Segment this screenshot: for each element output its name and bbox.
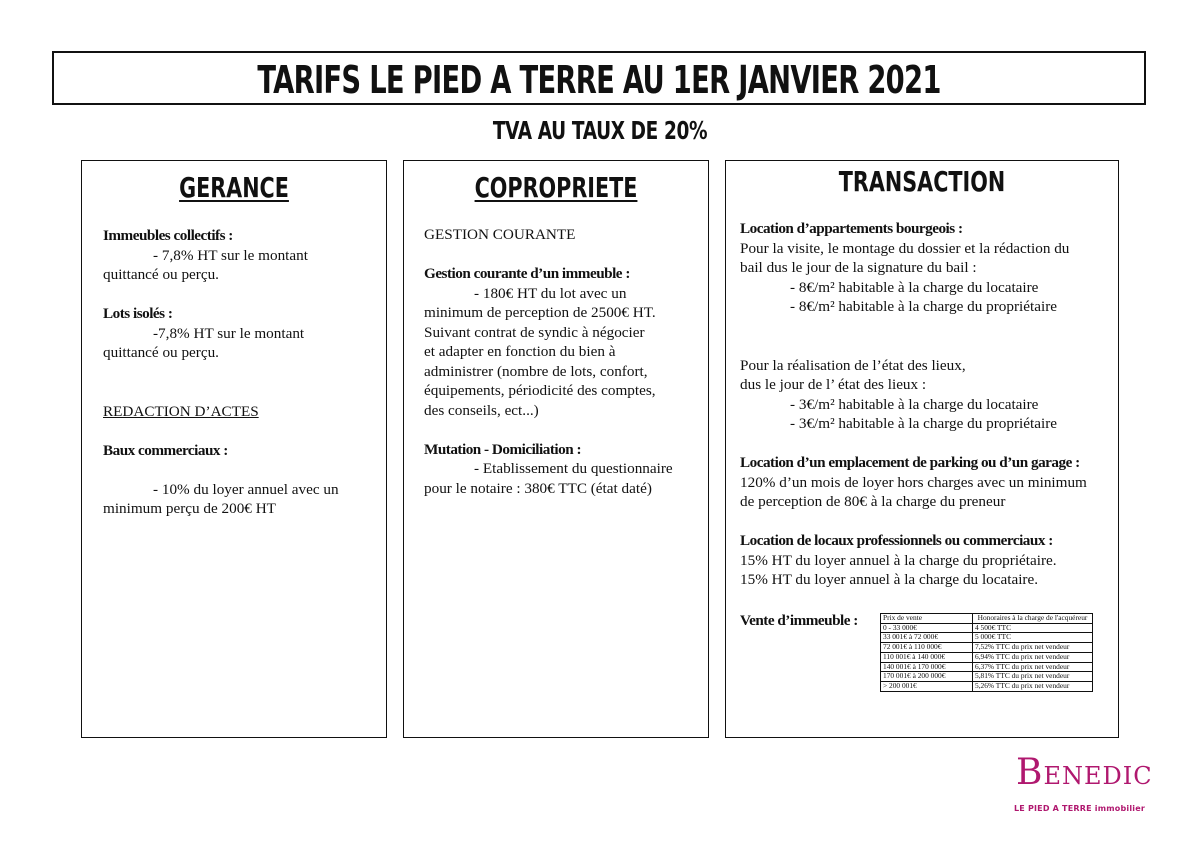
table-cell-fee: 5 000€ TTC bbox=[973, 633, 1093, 643]
immeuble-line: - 180€ HT du lot avec un bbox=[474, 284, 627, 302]
gerance-body bbox=[103, 226, 374, 519]
transaction-title: TRANSACTION bbox=[838, 165, 1006, 198]
copropriete-title: COPROPRIETE bbox=[474, 171, 638, 204]
actes-heading: REDACTION D’ACTES bbox=[103, 402, 259, 420]
table-row bbox=[881, 643, 1093, 653]
table-header-price: Prix de vente bbox=[881, 614, 973, 624]
parking-line: de perception de 80€ à la charge du preneur bbox=[740, 493, 1006, 510]
gestion-heading: GESTION COURANTE bbox=[424, 226, 576, 243]
copropriete-body bbox=[424, 225, 696, 498]
immeuble-line: Suivant contrat de syndic à négocier bbox=[424, 323, 645, 341]
table-cell-fee: 5,81% TTC du prix net vendeur bbox=[973, 672, 1093, 682]
table-cell-price: 33 001€ à 72 000€ bbox=[881, 633, 973, 643]
table-cell-price: 110 001€ à 140 000€ bbox=[881, 652, 973, 662]
locaux-label: Location de locaux professionnels ou commerciaux : bbox=[740, 532, 1053, 549]
logo-wordmark: BENEDIC bbox=[1016, 752, 1153, 793]
logo-tagline: LE PIED A TERRE immobilier bbox=[1014, 804, 1145, 813]
table-header-row bbox=[881, 614, 1093, 624]
table-cell-price: 170 001€ à 200 000€ bbox=[881, 672, 973, 682]
immeuble-line: des conseils, ect...) bbox=[424, 401, 539, 419]
isoles-label: Lots isolés : bbox=[103, 305, 173, 322]
appart-item: - 8€/m² habitable à la charge du propriétaire bbox=[790, 298, 1057, 315]
table-cell-fee: 7,52% TTC du prix net vendeur bbox=[973, 643, 1093, 653]
baux-line: - 10% du loyer annuel avec un bbox=[153, 480, 339, 498]
vente-fee-table bbox=[880, 613, 1093, 692]
transaction-panel bbox=[725, 160, 1119, 738]
transaction-body bbox=[740, 219, 1108, 590]
title-box bbox=[52, 51, 1146, 105]
isoles-line: quittancé ou perçu. bbox=[103, 344, 219, 361]
appart-line: Pour la visite, le montage du dossier et la rédaction du bbox=[740, 239, 1070, 257]
mutation-label: Mutation - Domiciliation : bbox=[424, 440, 581, 458]
immeuble-label: Gestion courante d’un immeuble : bbox=[424, 265, 630, 282]
vente-label: Vente d’immeuble : bbox=[740, 612, 858, 629]
table-cell-fee: 6,94% TTC du prix net vendeur bbox=[973, 652, 1093, 662]
immeuble-line: et adapter en fonction du bien à bbox=[424, 343, 616, 360]
table-header-fees: Honoraires à la charge de l'acquéreur bbox=[973, 614, 1093, 624]
table-cell-price: 140 001€ à 170 000€ bbox=[881, 662, 973, 672]
edl-item: - 3€/m² habitable à la charge du locataire bbox=[790, 395, 1039, 413]
gerance-title: GERANCE bbox=[179, 171, 289, 204]
edl-item: - 3€/m² habitable à la charge du propriétaire bbox=[790, 415, 1057, 432]
benedic-logo bbox=[1000, 752, 1153, 822]
table-row bbox=[881, 652, 1093, 662]
collectifs-line: - 7,8% HT sur le montant bbox=[153, 246, 308, 264]
collectifs-line: quittancé ou perçu. bbox=[103, 266, 219, 283]
isoles-line: -7,8% HT sur le montant bbox=[153, 324, 305, 342]
mutation-line: pour le notaire : 380€ TTC (état daté) bbox=[424, 479, 652, 497]
parking-line: 120% d’un mois de loyer hors charges avec un minimum bbox=[740, 473, 1087, 491]
mutation-line: - Etablissement du questionnaire bbox=[474, 460, 673, 477]
parking-label: Location d’un emplacement de parking ou d’un garage : bbox=[740, 454, 1080, 471]
immeuble-line: administrer (nombre de lots, confort, bbox=[424, 362, 648, 380]
table-cell-fee: 5,26% TTC du prix net vendeur bbox=[973, 681, 1093, 691]
baux-label: Baux commerciaux : bbox=[103, 441, 228, 459]
page-title: TARIFS LE PIED A TERRE AU 1ER JANVIER 2021 bbox=[257, 58, 941, 102]
edl-line: Pour la réalisation de l’état des lieux, bbox=[740, 356, 966, 374]
table-cell-fee: 4 500€ TTC bbox=[973, 623, 1093, 633]
table-cell-fee: 6,37% TTC du prix net vendeur bbox=[973, 662, 1093, 672]
page-subtitle: TVA AU TAUX DE 20% bbox=[492, 116, 708, 145]
edl-line: dus le jour de l’ état des lieux : bbox=[740, 376, 927, 393]
gerance-panel bbox=[81, 160, 387, 738]
appart-item: - 8€/m² habitable à la charge du locataire bbox=[790, 278, 1039, 296]
immeuble-line: minimum de perception de 2500€ HT. bbox=[424, 304, 656, 321]
table-cell-price: > 200 001€ bbox=[881, 681, 973, 691]
appart-label: Location d’appartements bourgeois : bbox=[740, 220, 963, 237]
table-cell-price: 72 001€ à 110 000€ bbox=[881, 643, 973, 653]
immeuble-line: équipements, périodicité des comptes, bbox=[424, 382, 656, 399]
collectifs-label: Immeubles collectifs : bbox=[103, 227, 233, 244]
baux-line: minimum perçu de 200€ HT bbox=[103, 500, 276, 517]
copropriete-panel bbox=[403, 160, 709, 738]
table-cell-price: 0 - 33 000€ bbox=[881, 623, 973, 633]
table-row bbox=[881, 672, 1093, 682]
table-row bbox=[881, 681, 1093, 691]
locaux-line: 15% HT du loyer annuel à la charge du locataire. bbox=[740, 571, 1039, 588]
locaux-line: 15% HT du loyer annuel à la charge du propriétaire. bbox=[740, 551, 1057, 569]
appart-line: bail dus le jour de la signature du bail : bbox=[740, 259, 977, 276]
